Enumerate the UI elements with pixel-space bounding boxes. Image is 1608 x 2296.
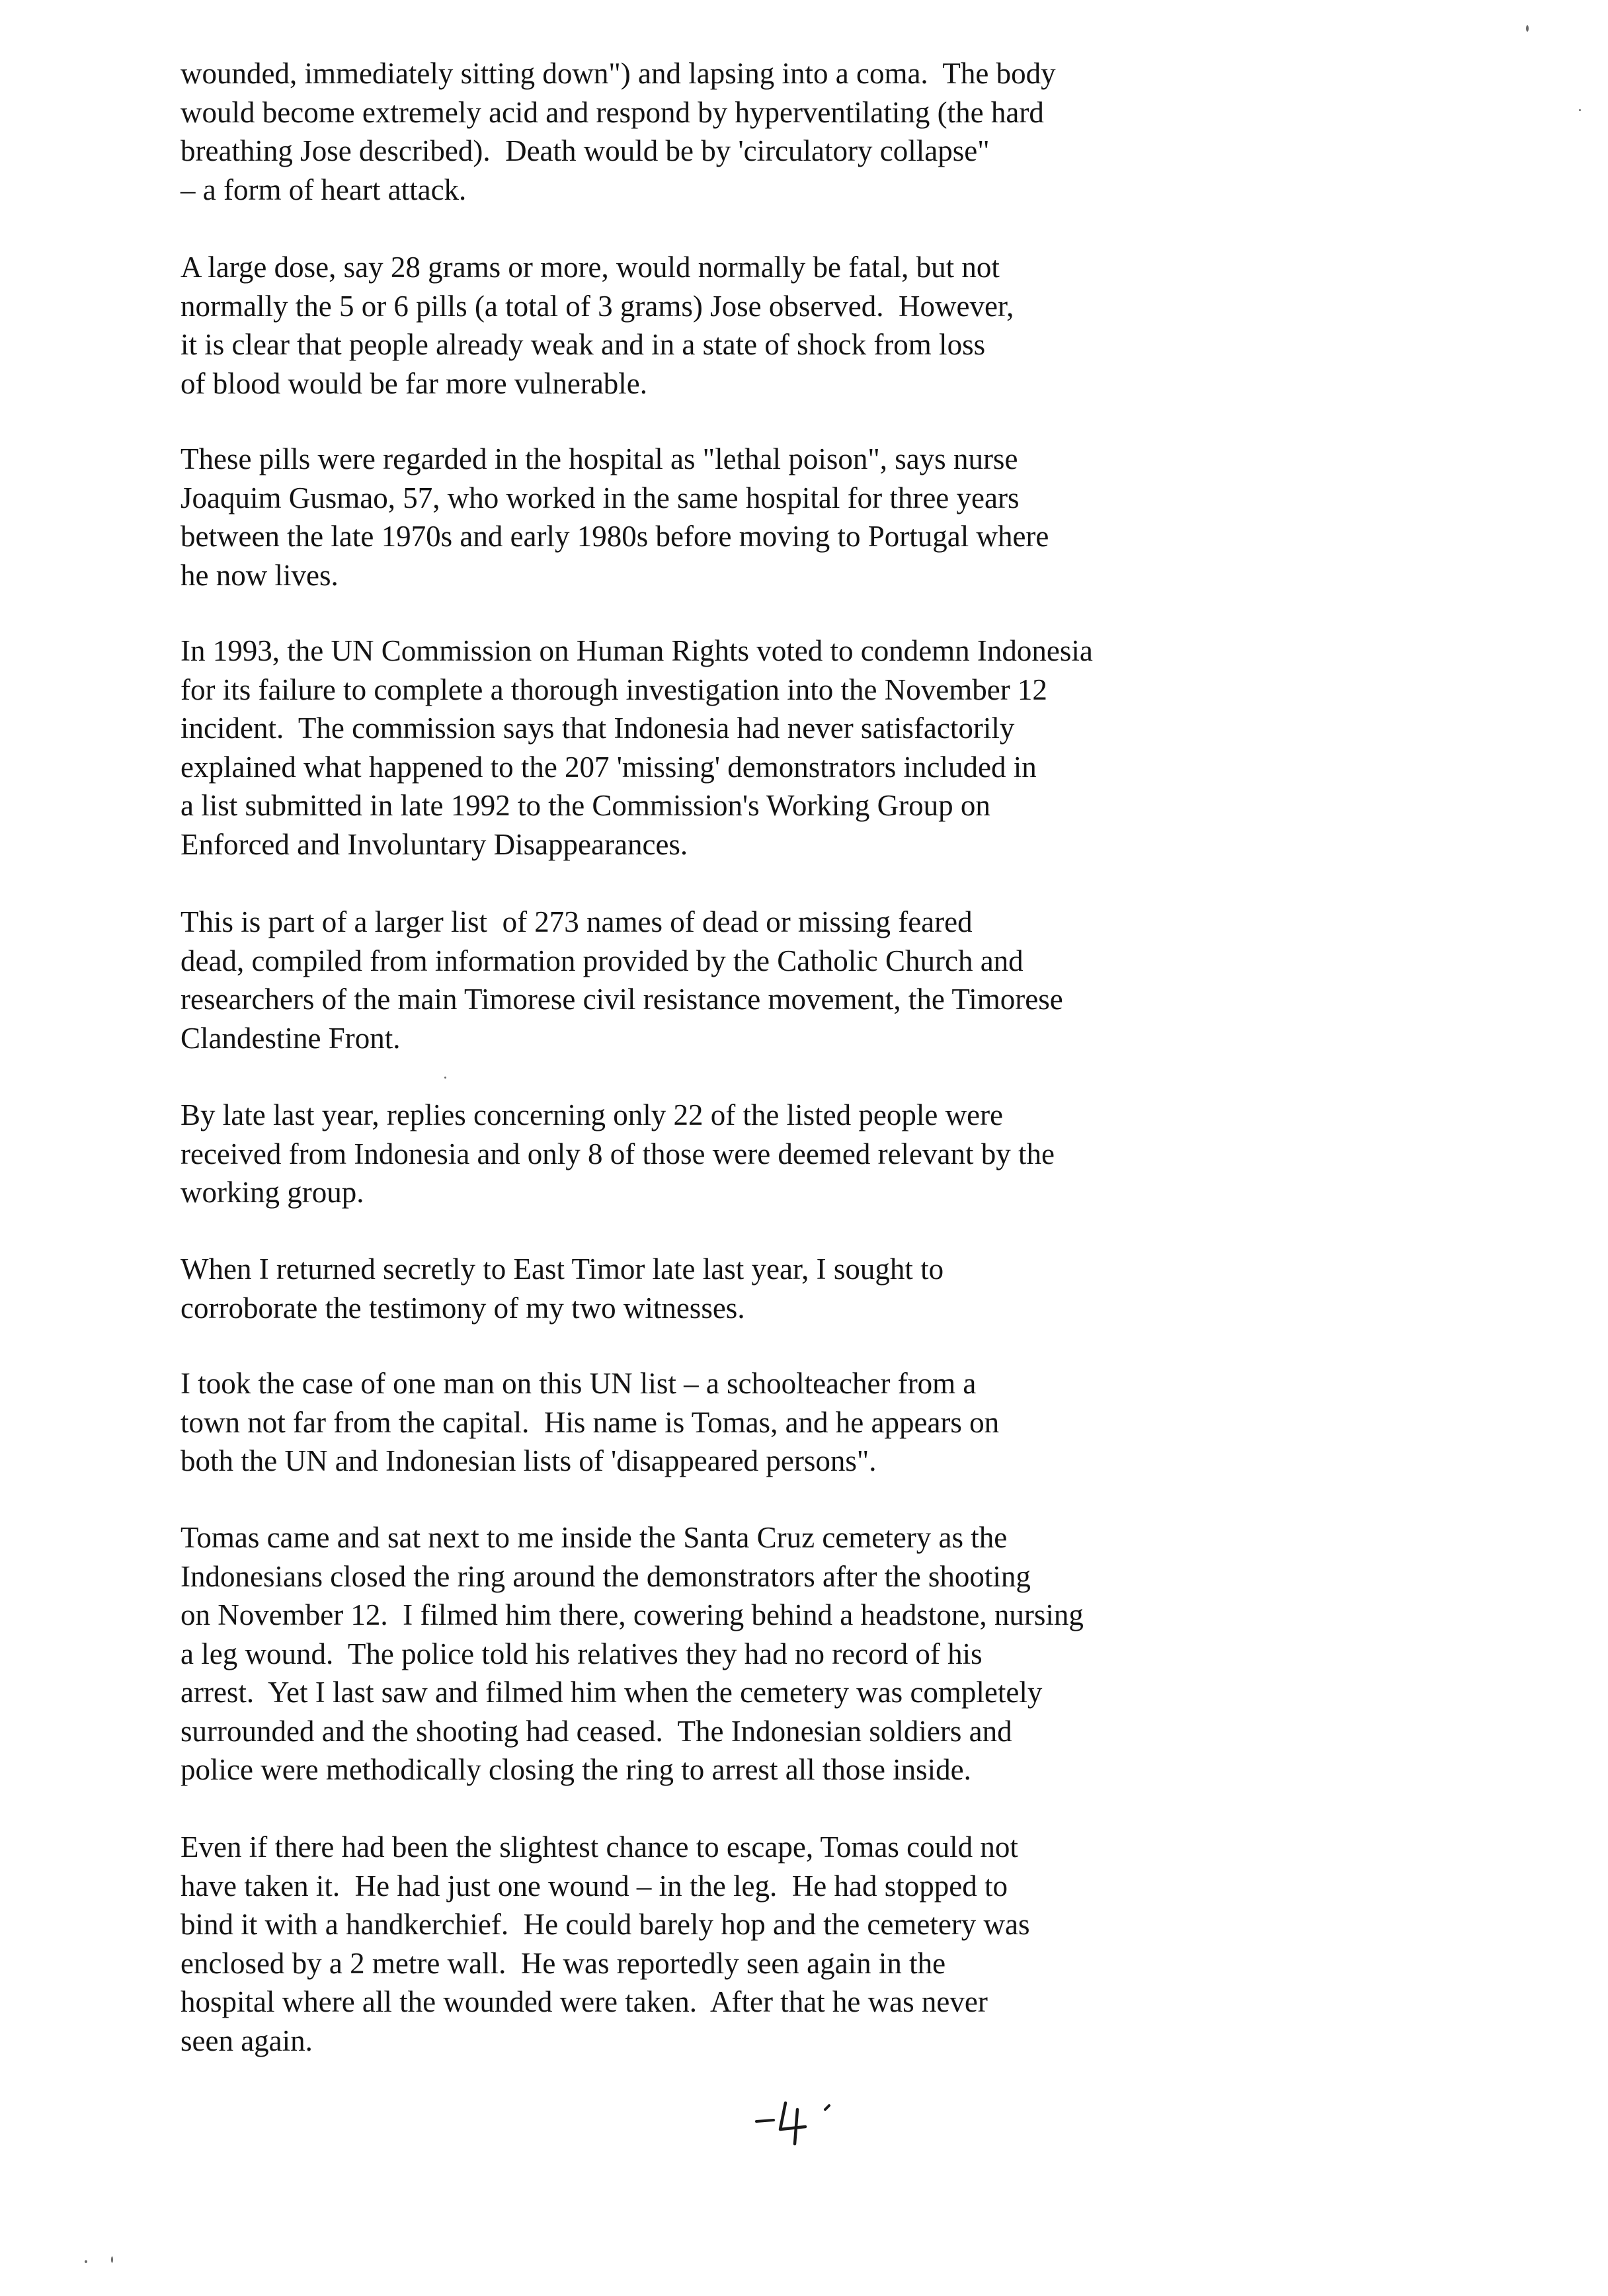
text-line: Tomas came and sat next to me inside the Santa Cruz cemetery as the bbox=[181, 1521, 1008, 1554]
text-line: By late last year, replies concerning only 22 of the listed people were bbox=[181, 1098, 1004, 1131]
paragraph-2 bbox=[181, 248, 1437, 403]
text-line: breathing Jose described). Death would be by 'circulatory collapse" bbox=[181, 134, 990, 167]
text-line: on November 12. I filmed him there, cowering behind a headstone, nursing bbox=[181, 1598, 1084, 1631]
paragraph-4 bbox=[181, 632, 1437, 864]
text-line: seen again. bbox=[181, 2024, 313, 2057]
text-line: wounded, immediately sitting down") and lapsing into a coma. The body bbox=[181, 57, 1056, 90]
handwritten-page-number-icon bbox=[747, 2096, 840, 2156]
text-line: explained what happened to the 207 'missing' demonstrators included in bbox=[181, 750, 1037, 784]
scan-speck bbox=[1579, 109, 1581, 111]
text-line: Enforced and Involuntary Disappearances. bbox=[181, 827, 688, 861]
text-line: These pills were regarded in the hospital as "lethal poison", says nurse bbox=[181, 442, 1018, 475]
scan-speck bbox=[1526, 25, 1529, 32]
text-line: normally the 5 or 6 pills (a total of 3 grams) Jose observed. However, bbox=[181, 289, 1014, 323]
text-line: he now lives. bbox=[181, 558, 339, 592]
text-line: Even if there had been the slightest chance to escape, Tomas could not bbox=[181, 1830, 1018, 1864]
paragraph-8 bbox=[181, 1364, 1437, 1481]
paragraph-1 bbox=[181, 54, 1437, 209]
text-line: – a form of heart attack. bbox=[181, 173, 467, 206]
paragraph-10 bbox=[181, 1828, 1437, 2060]
text-line: it is clear that people already weak and in a state of shock from loss bbox=[181, 328, 986, 361]
text-line: A large dose, say 28 grams or more, would normally be fatal, but not bbox=[181, 251, 1000, 284]
text-line: incident. The commission says that Indonesia had never satisfactorily bbox=[181, 712, 1015, 745]
scan-speck bbox=[111, 2256, 113, 2263]
text-line: for its failure to complete a thorough investigation into the November 12 bbox=[181, 673, 1047, 706]
text-line: In 1993, the UN Commission on Human Rights voted to condemn Indonesia bbox=[181, 634, 1093, 667]
page-number bbox=[747, 2096, 840, 2156]
text-line: of blood would be far more vulnerable. bbox=[181, 366, 648, 400]
text-line: Joaquim Gusmao, 57, who worked in the same hospital for three years bbox=[181, 481, 1020, 514]
text-line: both the UN and Indonesian lists of 'disappeared persons". bbox=[181, 1444, 877, 1477]
text-line: a leg wound. The police told his relatives they had no record of his bbox=[181, 1637, 983, 1670]
text-line: When I returned secretly to East Timor late last year, I sought to bbox=[181, 1252, 944, 1286]
text-line: hospital where all the wounded were taken. After that he was never bbox=[181, 1985, 988, 2018]
paragraph-5 bbox=[181, 903, 1437, 1057]
text-line: police were methodically closing the ring to arrest all those inside. bbox=[181, 1753, 971, 1786]
text-line: corroborate the testimony of my two witnesses. bbox=[181, 1291, 745, 1325]
text-line: Clandestine Front. bbox=[181, 1021, 401, 1055]
text-line: received from Indonesia and only 8 of those were deemed relevant by the bbox=[181, 1137, 1055, 1170]
text-line: enclosed by a 2 metre wall. He was reportedly seen again in the bbox=[181, 1946, 946, 1980]
text-line: surrounded and the shooting had ceased. The Indonesian soldiers and bbox=[181, 1714, 1012, 1748]
text-line: arrest. Yet I last saw and filmed him when the cemetery was completely bbox=[181, 1676, 1043, 1709]
text-line: dead, compiled from information provided by the Catholic Church and bbox=[181, 944, 1024, 977]
text-line: town not far from the capital. His name is Tomas, and he appears on bbox=[181, 1405, 1000, 1439]
text-line: between the late 1970s and early 1980s before moving to Portugal where bbox=[181, 520, 1049, 553]
text-line: I took the case of one man on this UN list – a schoolteacher from a bbox=[181, 1367, 977, 1400]
text-line: working group. bbox=[181, 1176, 364, 1209]
paragraph-3 bbox=[181, 440, 1437, 594]
paragraph-7 bbox=[181, 1250, 1437, 1327]
paragraph-6 bbox=[181, 1096, 1437, 1212]
text-line: This is part of a larger list of 273 names of dead or missing feared bbox=[181, 905, 973, 938]
scan-speck bbox=[85, 2260, 87, 2263]
paragraph-9 bbox=[181, 1518, 1437, 1789]
text-line: Indonesians closed the ring around the demonstrators after the shooting bbox=[181, 1559, 1031, 1593]
text-line: a list submitted in late 1992 to the Commission's Working Group on bbox=[181, 789, 990, 822]
text-line: bind it with a handkerchief. He could barely hop and the cemetery was bbox=[181, 1908, 1030, 1941]
text-line: have taken it. He had just one wound – in the leg. He had stopped to bbox=[181, 1869, 1008, 1903]
text-line: would become extremely acid and respond by hyperventilating (the hard bbox=[181, 95, 1044, 129]
text-line: researchers of the main Timorese civil resistance movement, the Timorese bbox=[181, 983, 1063, 1016]
scan-speck bbox=[444, 1077, 446, 1079]
